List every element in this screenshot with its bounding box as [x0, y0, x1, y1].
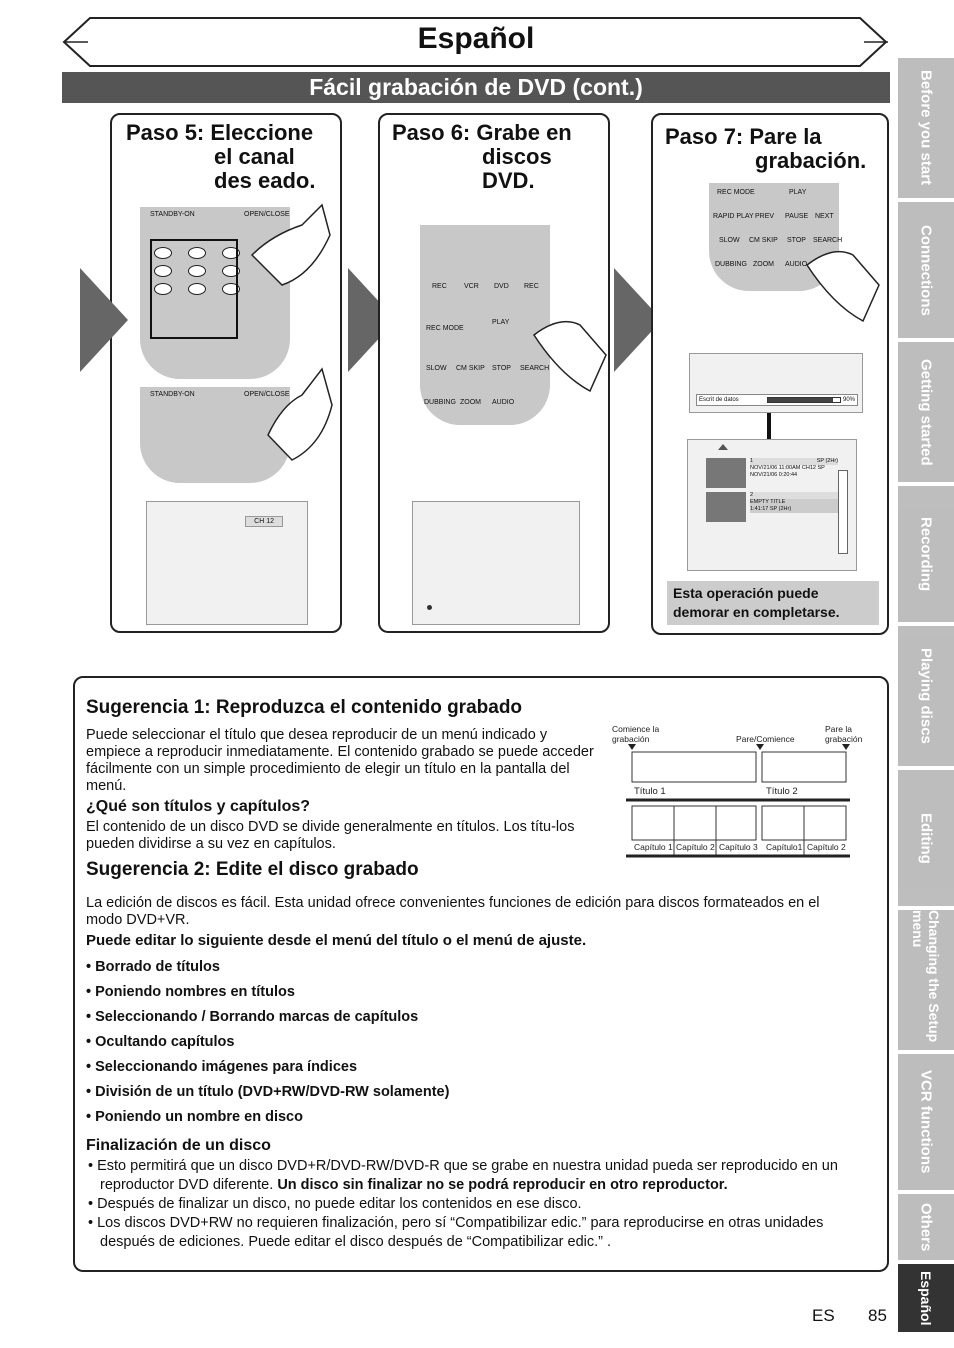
thumbnail — [706, 492, 746, 522]
step-7-panel — [651, 113, 889, 635]
tip2-heading: Sugerencia 2: Edite el disco grabado — [86, 859, 419, 880]
step-5-title: Paso 5: Eleccione el canal des eado. — [126, 120, 316, 193]
thumbnail — [706, 458, 746, 488]
list-item: • Seleccionando imágenes para índices — [86, 1055, 449, 1080]
remote: REC VCR DVD REC REC MODE PLAY SLOW CM SKIP STOP SEARCH DUBBING ZOOM AUDIO — [420, 225, 550, 425]
page-number: 85 — [868, 1306, 887, 1325]
progress-bar — [767, 397, 841, 403]
tab-getting-started[interactable]: Getting started — [898, 342, 954, 482]
tip1-heading: Sugerencia 1: Reproduzca el contenido grabado — [86, 697, 523, 718]
arrow-right-icon — [80, 268, 128, 372]
list-item: • Ocultando capítulos — [86, 1030, 449, 1055]
tv-screen-progress — [689, 353, 863, 413]
remote: REC MODE PLAY RAPID PLAY PREV PAUSE NEXT SLOW CM SKIP STOP SEARCH DUBBING ZOOM AUDIO — [709, 183, 839, 291]
title-2-label: Título 2 — [766, 786, 798, 797]
title-entry-2[interactable]: 2 EMPTY TITLE 1:41:17 SP (2Hr) — [750, 492, 838, 513]
tip1-body: Puede seleccionar el título que desea reproducir de un menú indicado y empiece a reproducir inmediatamente. El contenido grabado se puede acceder fácilmente con un simple procedimiento de elegir un título en la pantalla del menú. — [86, 727, 594, 794]
progress-dialog: Escrit de datos 90% — [696, 394, 858, 406]
tv-screen — [412, 501, 580, 625]
pause-label: Pare/Comience — [736, 734, 795, 744]
note-box: Esta operación puede demorar en completarse. — [667, 581, 879, 625]
list-item: • Poniendo nombres en títulos — [86, 980, 449, 1005]
title-1-label: Título 1 — [634, 786, 666, 797]
record-indicator-icon — [427, 605, 432, 610]
tip2-bold-line: Puede editar lo siguiente desde el menú del título o el menú de ajuste. — [86, 932, 587, 949]
page-title: Español — [417, 22, 535, 55]
chapter-label: Capítulo 2 — [807, 842, 846, 852]
keypad-highlight — [150, 239, 238, 339]
list-item: • Esto permitirá que un disco DVD+R/DVD-RW/DVD-R que se grabe en nuestra unidad pueda ser reproducido en un reproductor DVD diferente. Un disco sin finalizar no se podrá reproducir en otro reproductor. — [86, 1157, 876, 1195]
hand-icon — [803, 225, 883, 325]
remote-bottom: STANDBY-ON OPEN/CLOSE — [140, 387, 290, 483]
edit-features-list — [86, 955, 449, 1130]
title-entry-1[interactable]: 1 SP (2Hr) NOV/21/06 11:00AM CH12 SP NOV/21/06 0:20:44 — [750, 458, 838, 478]
tab-before-you-start[interactable]: Before you start — [898, 58, 954, 198]
hand-icon — [530, 295, 610, 395]
language-code: ES — [812, 1306, 835, 1325]
channel-display: CH 12 — [245, 516, 283, 527]
section-subtitle: Fácil grabación de DVD (cont.) — [62, 72, 890, 103]
step-5-panel — [110, 113, 342, 633]
finalize-heading: Finalización de un disco — [86, 1137, 271, 1154]
list-item: • Seleccionando / Borrando marcas de capítulos — [86, 1005, 449, 1030]
chapter-label: Capítulo 3 — [719, 842, 758, 852]
list-item: • Poniendo un nombre en disco — [86, 1105, 449, 1130]
tip1-subbody: El contenido de un disco DVD se divide generalmente en títulos. Los títu-los pueden dividirse a su vez en capítulos. — [86, 819, 575, 852]
tab-playing-discs[interactable]: Playing discs — [898, 626, 954, 766]
chapter-label: Capítulo 2 — [676, 842, 715, 852]
list-item: • Borrado de títulos — [86, 955, 449, 980]
tab-recording[interactable]: Recording — [898, 486, 954, 622]
hand-icon — [242, 195, 332, 295]
tv-screen — [146, 501, 308, 625]
tip2-body: La edición de discos es fácil. Esta unidad ofrece convenientes funciones de edición para discos formateados en el modo DVD+VR. — [86, 895, 820, 928]
list-item: • Los discos DVD+RW no requieren finalización, pero sí “Compatibilizar edic.” para reproducirse en otras unidades después de ediciones. Puede editar el disco después de “Compatibilizar edic.” . — [86, 1214, 876, 1252]
tab-setup-menu[interactable]: Changing the Setup menu — [898, 910, 954, 1050]
tab-connections[interactable]: Connections — [898, 202, 954, 338]
tab-editing[interactable]: Editing — [898, 770, 954, 906]
scrollbar[interactable] — [838, 470, 848, 554]
tip1-subheading: ¿Qué son títulos y capítulos? — [86, 798, 311, 815]
list-item: • División de un título (DVD+RW/DVD-RW solamente) — [86, 1080, 449, 1105]
start-label: Comience la grabación — [612, 724, 660, 744]
list-item: • Después de finalizar un disco, no puede editar los contenidos en ese disco. — [86, 1195, 876, 1214]
tab-others[interactable]: Others — [898, 1194, 954, 1260]
scroll-up-icon — [718, 444, 728, 450]
stop-label: Pare la grabación — [825, 724, 863, 744]
hand-icon — [262, 365, 334, 465]
chapter-label: Capítulo1 — [766, 842, 803, 852]
finalize-list — [86, 1157, 876, 1252]
step-7-title: Paso 7: Pare la grabación. — [665, 124, 867, 173]
remote-top: STANDBY-ON OPEN/CLOSE — [140, 207, 290, 379]
step-6-title: Paso 6: Grabe en discos DVD. — [392, 120, 572, 193]
tab-vcr-functions[interactable]: VCR functions — [898, 1054, 954, 1190]
title-menu-screen — [687, 439, 857, 571]
tab-espanol[interactable]: Español — [898, 1264, 954, 1332]
chapter-label: Capítulo 1 — [634, 842, 673, 852]
step-6-panel — [378, 113, 610, 633]
